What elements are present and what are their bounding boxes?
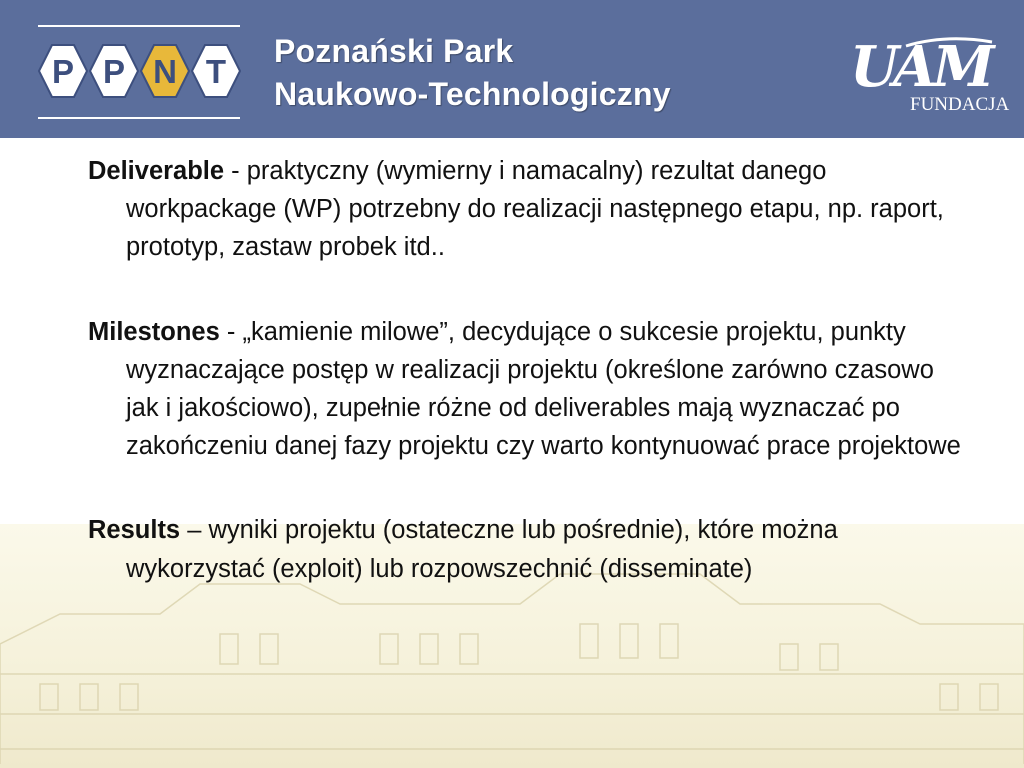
ppnt-letter-3: N: [153, 53, 177, 90]
uam-logo-fundacja: FUNDACJA: [910, 94, 1010, 115]
ppnt-letter-4: T: [205, 53, 227, 90]
ppnt-letter-1: P: [51, 53, 75, 90]
definition-results: [88, 511, 968, 587]
term-results: Results: [88, 516, 181, 545]
definition-milestones-text: - „kamienie milowe”, decydujące o sukcesie projektu, punkty wyznaczające postęp w realizacji projektu (określone zarówno czasowo jak i jakościowo), zupełnie różne od deliverables mają wyznaczać po zakończeniu danej fazy projektu czy warto kontynuować prace projektowe: [126, 317, 961, 461]
organization-name: [274, 30, 671, 116]
ppnt-hex-p2: [90, 45, 138, 97]
term-milestones: Milestones: [88, 317, 220, 346]
uam-logo-script: UAM: [850, 34, 991, 100]
ppnt-hex-t: [192, 45, 240, 97]
definition-results-text: – wyniki projektu (ostateczne lub pośrednie), które można wykorzystać (exploit) lub rozpowszechnić (disseminate): [126, 516, 838, 583]
logo-rule-top: [38, 25, 240, 27]
term-deliverable: Deliverable: [88, 157, 225, 185]
logo-rule-bottom: [38, 117, 240, 119]
definition-deliverable-text: - praktyczny (wymierny i namacalny) rezultat danego workpackage (WP) potrzebny do realizacji następnego etapu, np. raport, prototyp, zastaw probek itd..: [126, 157, 944, 262]
organization-name-line2: Naukowo-Technologiczny: [274, 76, 671, 112]
header-banner: [0, 0, 1024, 138]
uam-fundacja-logo: [846, 28, 1010, 120]
definition-deliverable: [88, 152, 968, 267]
slide-content: [88, 152, 968, 634]
ppnt-hex-n: [141, 45, 189, 97]
organization-name-line1: Poznański Park: [274, 33, 514, 69]
definition-milestones: [88, 313, 968, 466]
ppnt-hex-p1: [39, 45, 87, 97]
ppnt-logo: [36, 40, 242, 102]
ppnt-letter-2: P: [102, 53, 126, 90]
